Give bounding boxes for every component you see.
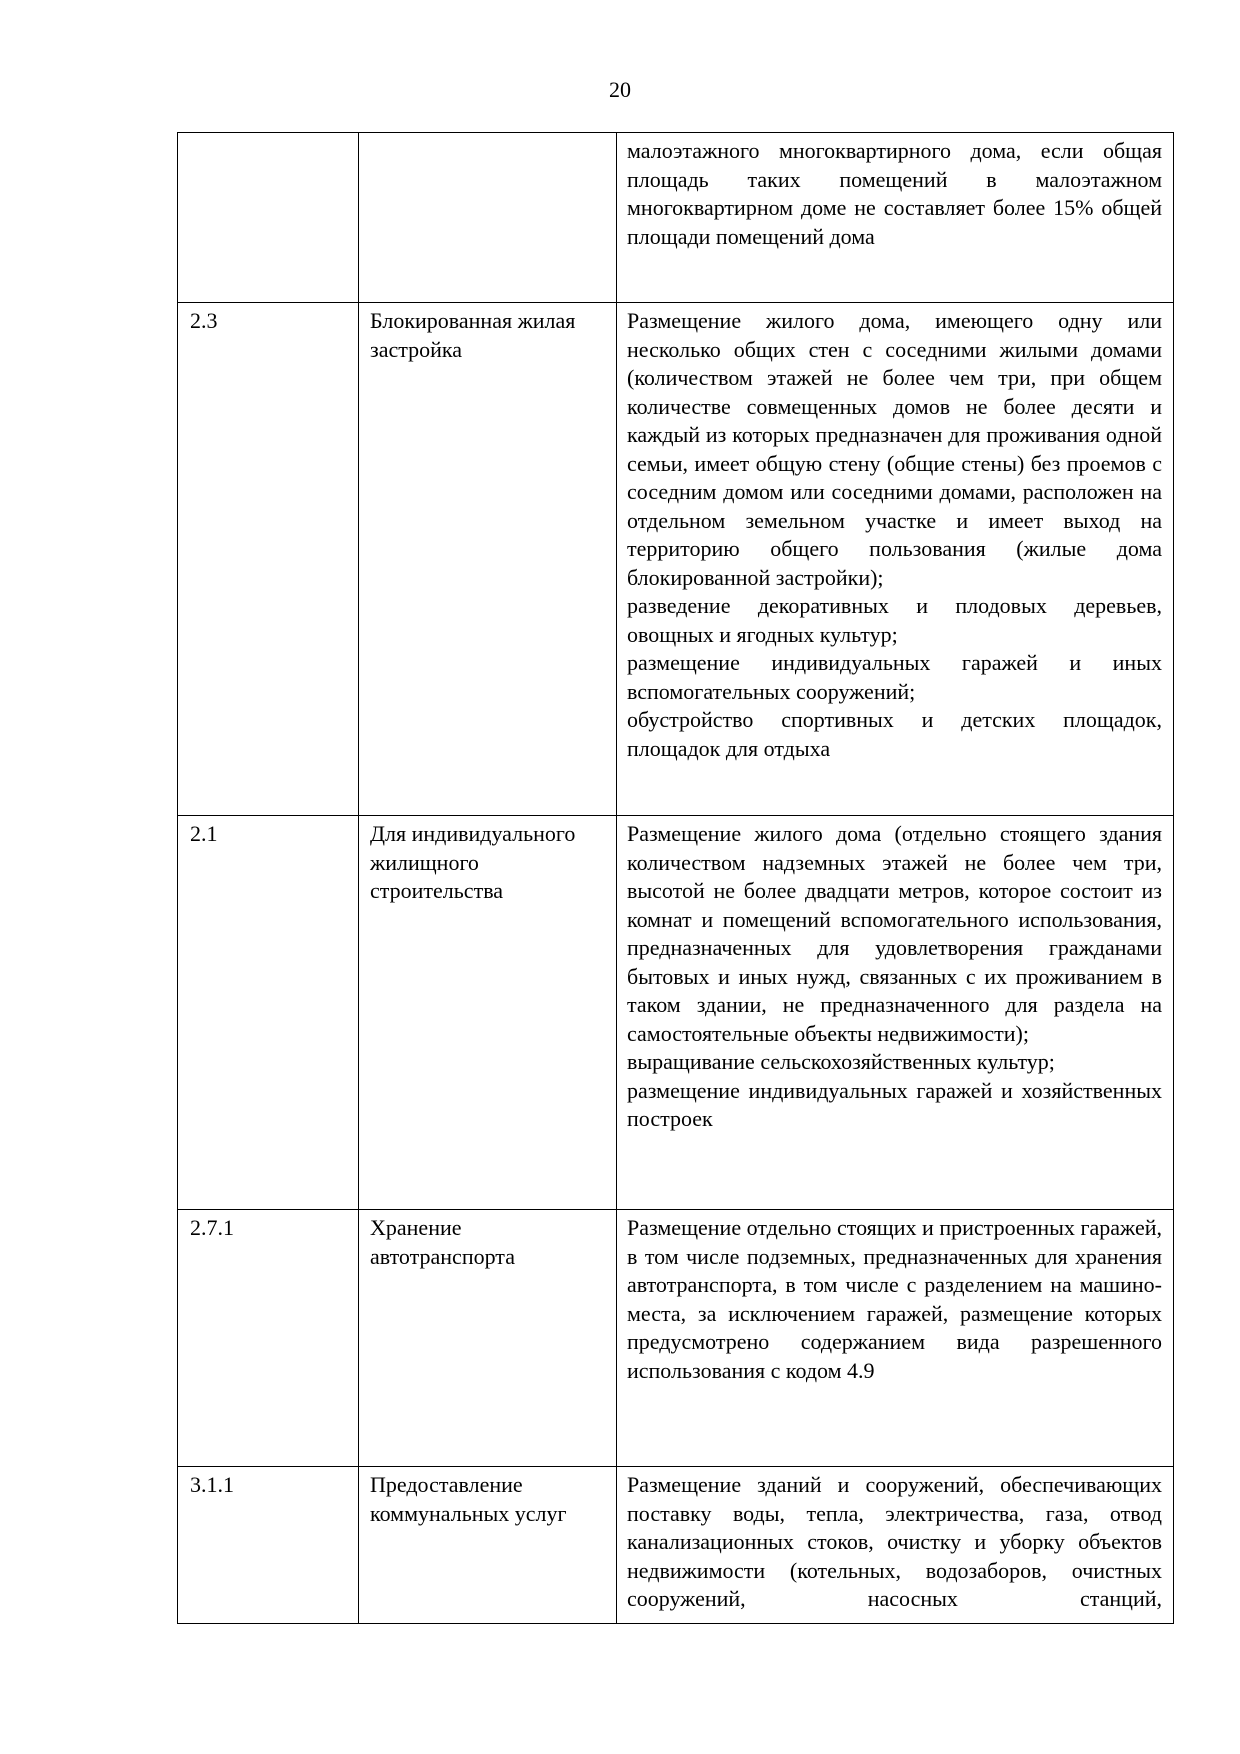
description-paragraph: размещение индивидуальных гаражей и иных вспомогательных сооружений; — [627, 650, 1162, 704]
row-name — [359, 133, 617, 303]
row-description — [617, 303, 1174, 816]
table-row — [178, 1210, 1174, 1467]
row-code: 2.3 — [178, 303, 359, 816]
row-code: 2.1 — [178, 816, 359, 1210]
description-paragraph: Размещение жилого дома, имеющего одну или несколько общих стен с соседними жилыми домами (количеством этажей не более чем три, при общем количестве совмещенных домов не более десяти и каждый из которых предназначен для проживания одной семьи, имеет общую стену (общие стены) без проемов с соседним домом или соседними домами, расположен на отдельном земельном участке и имеет выход на территорию общего пользования (жилые дома блокированной застройки); — [627, 308, 1162, 590]
row-name: Хранение автотранспорта — [359, 1210, 617, 1467]
row-name: Блокированная жилая застройка — [359, 303, 617, 816]
description-paragraph: Размещение отдельно стоящих и пристроенных гаражей, в том числе подземных, предназначенных для хранения автотранспорта, в том числе с разделением на машино-места, за исключением гаражей, размещение которых предусмотрено содержанием вида разрешенного использования с кодом 4.9 — [627, 1215, 1162, 1383]
row-code: 3.1.1 — [178, 1467, 359, 1624]
description-paragraph: Размещение зданий и сооружений, обеспечивающих поставку воды, тепла, электричества, газа, отвод канализационных стоков, очистку и уборку объектов недвижимости (котельных, водозаборов, очистных сооружений, насосных станций, — [627, 1472, 1162, 1611]
row-description — [617, 133, 1174, 303]
row-name: Предоставление коммунальных услуг — [359, 1467, 617, 1624]
page-number: 20 — [609, 77, 631, 102]
land-use-table — [177, 132, 1174, 1624]
description-paragraph: Размещение жилого дома (отдельно стоящего здания количеством надземных этажей не более чем три, высотой не более двадцати метров, которое состоит из комнат и помещений вспомогательного использования, предназначенных для удовлетворения гражданами бытовых и иных нужд, связанных с их проживанием в таком здании, не предназначенного для раздела на самостоятельные объекты недвижимости); — [627, 821, 1162, 1046]
row-description — [617, 1210, 1174, 1467]
description-paragraph: малоэтажного многоквартирного дома, если общая площадь таких помещений в малоэтажном многоквартирном доме не составляет более 15% общей площади помещений дома — [627, 138, 1162, 249]
table-row — [178, 1467, 1174, 1624]
row-description — [617, 1467, 1174, 1624]
table-row — [178, 133, 1174, 303]
description-paragraph: разведение декоративных и плодовых деревьев, овощных и ягодных культур; — [627, 593, 1162, 647]
description-paragraph: размещение индивидуальных гаражей и хозяйственных построек — [627, 1077, 1162, 1131]
row-code: 2.7.1 — [178, 1210, 359, 1467]
table-row — [178, 303, 1174, 816]
description-paragraph: обустройство спортивных и детских площадок, площадок для отдыха — [627, 707, 1162, 761]
table-row — [178, 816, 1174, 1210]
description-paragraph: выращивание сельскохозяйственных культур; — [627, 1049, 1055, 1074]
row-code — [178, 133, 359, 303]
row-name: Для индивидуального жилищного строительства — [359, 816, 617, 1210]
row-description — [617, 816, 1174, 1210]
